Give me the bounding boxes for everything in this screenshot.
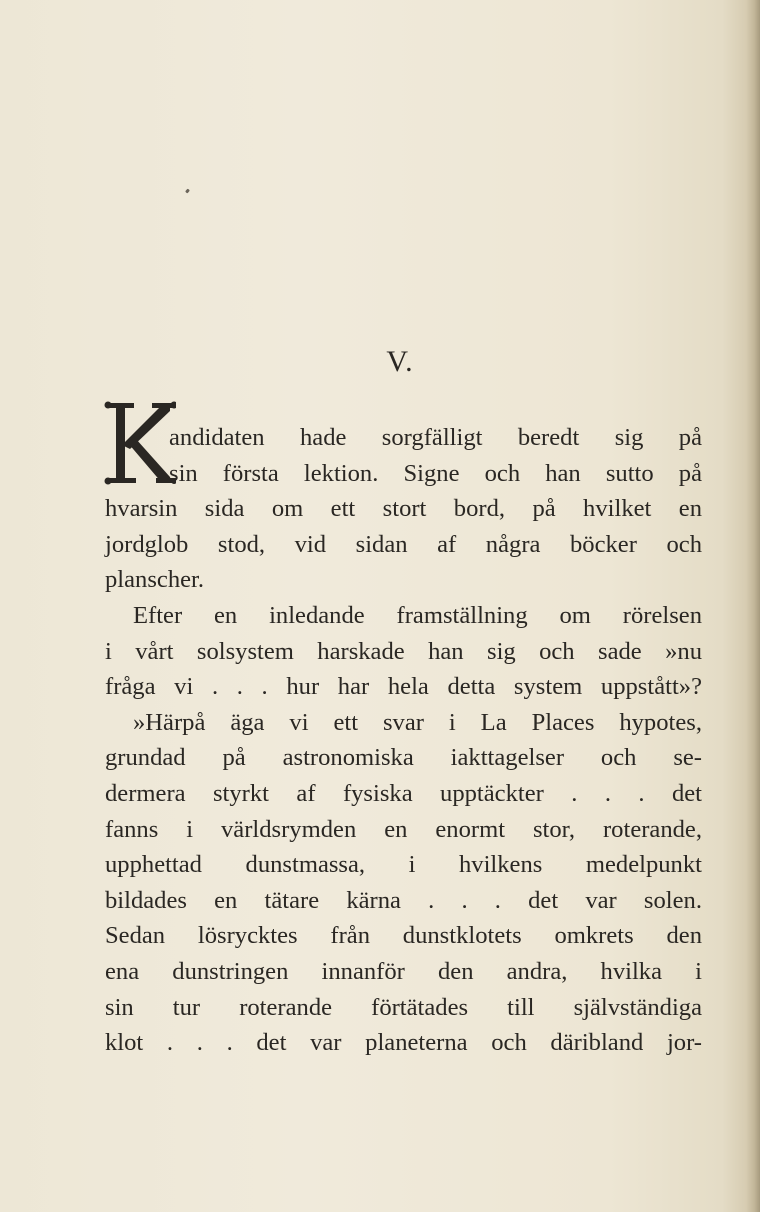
- page-edge-shadow: [746, 0, 760, 1212]
- text-line: i vårt solsystem harskade han sig och sade »nu: [105, 637, 702, 665]
- text-line: Sedan lösrycktes från dunstklotets omkrets den: [105, 922, 702, 950]
- text-line: bildades en tätare kärna . . . det var solen.: [105, 886, 702, 914]
- text-line: planscher.: [105, 566, 205, 594]
- paper-speck: [185, 189, 190, 194]
- text-line: andidaten hade sorgfälligt beredt sig på: [169, 424, 702, 451]
- chapter-number: V.: [386, 345, 414, 378]
- text-line: »Härpå äga vi ett svar i La Places hypotes,: [133, 708, 702, 736]
- text-line: fråga vi . . . hur har hela detta system uppstått»?: [105, 673, 702, 701]
- text-line: Efter en inledande framställning om rörelsen: [133, 601, 702, 629]
- chapter-text: [105, 420, 702, 1061]
- text-line: hvarsin sida om ett stort bord, på hvilket en: [105, 495, 702, 523]
- text-line: dermera styrkt af fysiska upptäckter . . . det: [105, 779, 702, 807]
- text-line: grundad på astronomiska iakttagelser och se-: [105, 744, 702, 772]
- text-line: fanns i världsrymden en enormt stor, roterande,: [105, 815, 702, 843]
- text-line: sin första lektion. Signe och han sutto på: [169, 459, 702, 487]
- text-line: sin tur roterande förtätades till självständiga: [105, 993, 702, 1021]
- text-line: ena dunstringen innanför den andra, hvilka i: [105, 957, 702, 985]
- text-line: upphettad dunstmassa, i hvilkens medelpunkt: [105, 851, 702, 879]
- text-line: klot . . . det var planeterna och däribland jor-: [105, 1029, 702, 1057]
- text-line: jordglob stod, vid sidan af några böcker och: [105, 530, 702, 558]
